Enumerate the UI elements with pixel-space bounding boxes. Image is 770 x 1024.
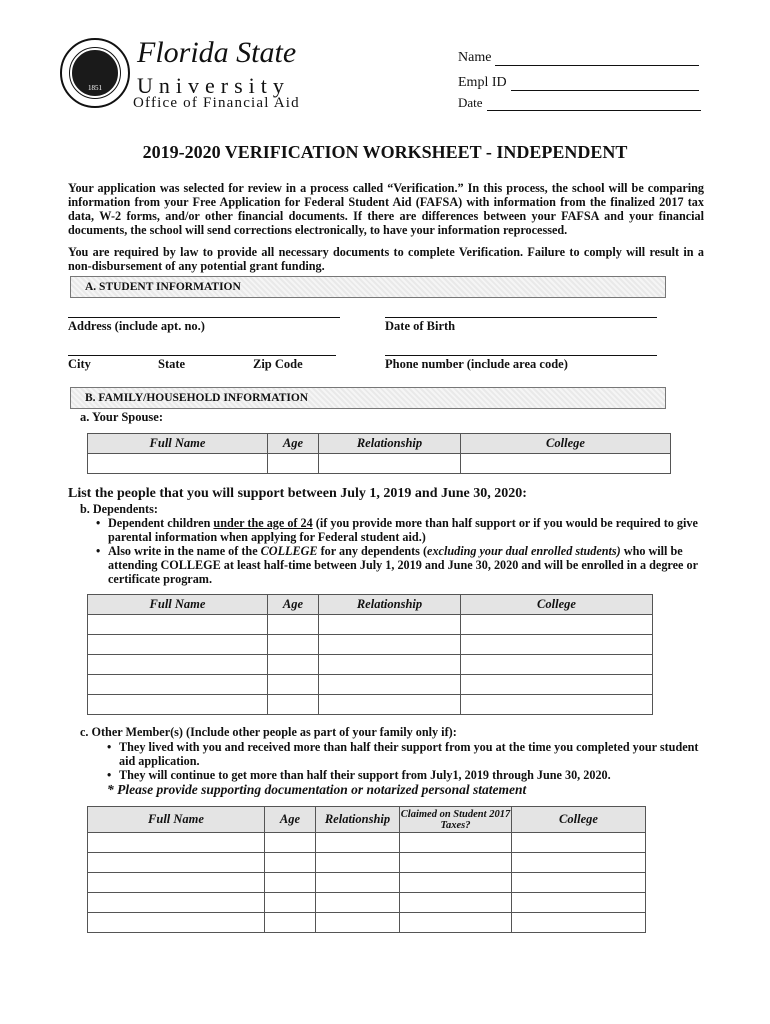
- section-a-header: [70, 276, 666, 298]
- cell-input[interactable]: [268, 675, 319, 695]
- cell-input[interactable]: [316, 913, 400, 933]
- empl-id-line[interactable]: [511, 76, 699, 91]
- cell-input[interactable]: [512, 853, 646, 873]
- office-name: Office of Financial Aid: [133, 95, 300, 111]
- cell-input[interactable]: [88, 913, 265, 933]
- cell-input[interactable]: [461, 454, 671, 474]
- cell-input[interactable]: [319, 454, 461, 474]
- cell-input[interactable]: [400, 893, 512, 913]
- cell-input[interactable]: [88, 655, 268, 675]
- cell-input[interactable]: [88, 675, 268, 695]
- cell-input[interactable]: [461, 675, 653, 695]
- cell-input[interactable]: [319, 615, 461, 635]
- table-row: [88, 695, 653, 715]
- name-label: Name: [458, 50, 492, 65]
- date-field[interactable]: [458, 95, 701, 111]
- date-line[interactable]: [487, 96, 701, 111]
- bullet-underlined-text: under the age of 24: [213, 516, 313, 530]
- section-b-header: [70, 387, 666, 409]
- cell-input[interactable]: [512, 873, 646, 893]
- col-full-name: Full Name: [88, 807, 265, 833]
- dob-label: Date of Birth: [385, 319, 456, 333]
- cell-input[interactable]: [316, 833, 400, 853]
- col-age: Age: [265, 807, 316, 833]
- table-row: [88, 615, 653, 635]
- col-relationship: Relationship: [319, 434, 461, 454]
- bullet-text: They lived with you and received more than half their support from you at the time you completed your student aid application.: [119, 740, 699, 768]
- state-label: State: [158, 357, 186, 371]
- cell-input[interactable]: [461, 635, 653, 655]
- cell-input[interactable]: [88, 635, 268, 655]
- bullet-text: for any dependents (: [317, 544, 428, 558]
- list-item: [96, 516, 706, 544]
- col-college: College: [512, 807, 646, 833]
- bullet-text: who will be attending COLLEGE at least half-time between July 1, 2019 and June 30, 2020 and will be enrolled in a degree or certificate program.: [108, 544, 698, 586]
- table-row: [88, 893, 646, 913]
- cell-input[interactable]: [265, 913, 316, 933]
- cell-input[interactable]: [268, 454, 319, 474]
- table-header-row: [88, 595, 653, 615]
- cell-input[interactable]: [88, 853, 265, 873]
- cell-input[interactable]: [400, 913, 512, 933]
- cell-input[interactable]: [319, 695, 461, 715]
- col-full-name: Full Name: [88, 595, 268, 615]
- cell-input[interactable]: [88, 695, 268, 715]
- table-header-row: [88, 434, 671, 454]
- cell-input[interactable]: [88, 833, 265, 853]
- cell-input[interactable]: [461, 655, 653, 675]
- support-list-heading: List the people that you will support between July 1, 2019 and June 30, 2020:: [68, 486, 527, 501]
- name-field[interactable]: [458, 50, 699, 66]
- other-members-table: [87, 806, 646, 933]
- table-row: [88, 454, 671, 474]
- dependents-label: b. Dependents:: [80, 502, 158, 516]
- dependents-table: [87, 594, 653, 715]
- table-row: [88, 853, 646, 873]
- requirement-paragraph: You are required by law to provide all necessary documents to complete Verification. Failure to comply will result in a non-disbursement of any potential grant funding.: [68, 245, 704, 273]
- list-item: [107, 740, 707, 768]
- worksheet-title: 2019-2020 VERIFICATION WORKSHEET - INDEPENDENT: [142, 142, 628, 162]
- col-age: Age: [268, 434, 319, 454]
- bullet-text: (if you provide more than half support or if you would be required to give parental information when applying for Federal student aid.): [108, 516, 698, 544]
- address-label: Address (include apt. no.): [68, 319, 205, 333]
- cell-input[interactable]: [88, 615, 268, 635]
- table-row: [88, 635, 653, 655]
- cell-input[interactable]: [88, 893, 265, 913]
- zip-label: Zip Code: [253, 357, 303, 371]
- cell-input[interactable]: [265, 893, 316, 913]
- table-row: [88, 833, 646, 853]
- spouse-table: [87, 433, 671, 474]
- cell-input[interactable]: [512, 893, 646, 913]
- cell-input[interactable]: [268, 615, 319, 635]
- university-seal: [60, 38, 130, 108]
- cell-input[interactable]: [400, 833, 512, 853]
- section-a-title: A. STUDENT INFORMATION: [85, 281, 241, 293]
- cell-input[interactable]: [316, 873, 400, 893]
- university-subtitle: University: [137, 73, 290, 98]
- cell-input[interactable]: [400, 873, 512, 893]
- table-row: [88, 873, 646, 893]
- table-row: [88, 675, 653, 695]
- name-line[interactable]: [495, 51, 699, 66]
- phone-label: Phone number (include area code): [385, 357, 568, 371]
- seal-year: 1851: [88, 84, 102, 92]
- cell-input[interactable]: [316, 893, 400, 913]
- bullet-italic-text: COLLEGE: [260, 544, 318, 558]
- cell-input[interactable]: [265, 853, 316, 873]
- documentation-note: * Please provide supporting documentation or notarized personal statement: [107, 782, 527, 797]
- cell-input[interactable]: [88, 873, 265, 893]
- section-b-title: B. FAMILY/HOUSEHOLD INFORMATION: [85, 392, 309, 404]
- cell-input[interactable]: [461, 615, 653, 635]
- university-name: Florida State: [137, 36, 297, 69]
- empl-id-label: Empl ID: [458, 75, 507, 90]
- cell-input[interactable]: [268, 695, 319, 715]
- col-college: College: [461, 595, 653, 615]
- cell-input[interactable]: [316, 853, 400, 873]
- list-item: [96, 544, 706, 586]
- col-claimed-taxes: Claimed on Student 2017 Taxes?: [400, 808, 511, 831]
- col-college: College: [461, 434, 671, 454]
- table-header-row: [88, 807, 646, 833]
- bullet-italic-text: excluding your dual enrolled students): [427, 544, 621, 558]
- cell-input[interactable]: [512, 833, 646, 853]
- city-label: City: [68, 357, 91, 371]
- table-row: [88, 913, 646, 933]
- cell-input[interactable]: [319, 655, 461, 675]
- bullet-text: They will continue to get more than half their support from July1, 2019 through June 30, 2020.: [119, 768, 611, 782]
- cell-input[interactable]: [265, 833, 316, 853]
- bullet-text: Also write in the name of the: [108, 544, 261, 558]
- phone-line[interactable]: [385, 355, 657, 356]
- cell-input[interactable]: [88, 454, 268, 474]
- col-full-name: Full Name: [88, 434, 268, 454]
- city-state-zip-line[interactable]: [68, 355, 336, 356]
- spouse-label: a. Your Spouse:: [80, 410, 164, 424]
- col-relationship: Relationship: [316, 807, 400, 833]
- table-row: [88, 655, 653, 675]
- list-item: [107, 768, 707, 782]
- other-members-bullets: [107, 740, 707, 782]
- cell-input[interactable]: [461, 695, 653, 715]
- empl-id-field[interactable]: [458, 75, 699, 91]
- cell-input[interactable]: [319, 635, 461, 655]
- intro-paragraph: Your application was selected for review in a process called “Verification.” In this process, the school will be comparing information from your Free Application for Federal Student Aid (FAFSA) with information from the finalized 2017 tax data, W-2 forms, and/or other financial documents. If there are differences between your FAFSA and your financial documents, the school will send corrections electronically, to have your information reprocessed.: [68, 181, 704, 237]
- cell-input[interactable]: [319, 675, 461, 695]
- address-line[interactable]: [68, 317, 340, 318]
- other-members-label: c. Other Member(s) (Include other people as part of your family only if):: [80, 725, 457, 739]
- cell-input[interactable]: [512, 913, 646, 933]
- cell-input[interactable]: [400, 853, 512, 873]
- cell-input[interactable]: [265, 873, 316, 893]
- dob-line[interactable]: [385, 317, 657, 318]
- col-age: Age: [268, 595, 319, 615]
- date-label: Date: [458, 95, 483, 110]
- cell-input[interactable]: [268, 655, 319, 675]
- seal-emblem: [70, 48, 120, 98]
- cell-input[interactable]: [268, 635, 319, 655]
- col-relationship: Relationship: [319, 595, 461, 615]
- dependents-bullets: [96, 516, 706, 586]
- bullet-text: Dependent children: [108, 516, 214, 530]
